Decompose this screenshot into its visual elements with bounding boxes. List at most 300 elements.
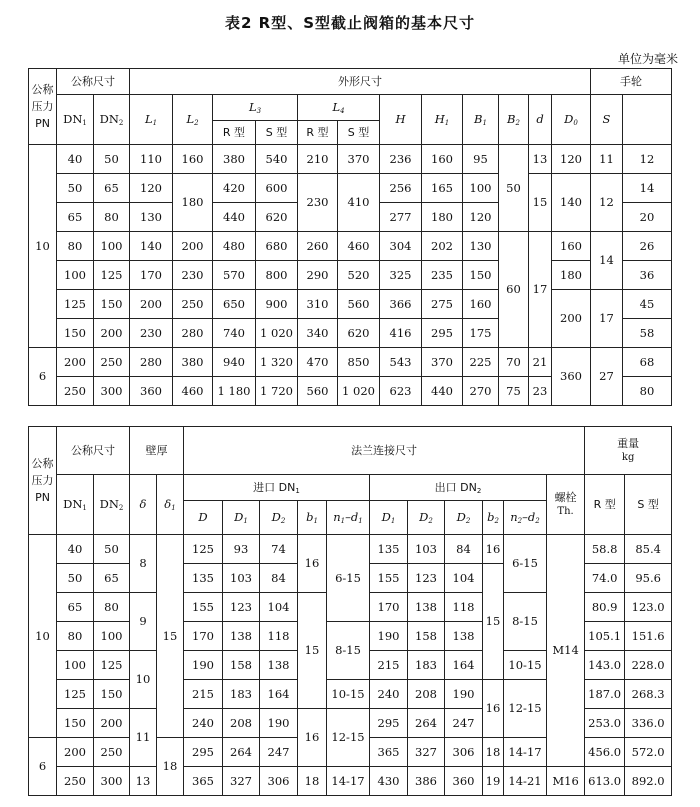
cell: 50 [499,145,529,232]
cell: 95 [463,145,499,174]
cell: 110 [130,145,173,174]
cell: 10 [130,651,157,709]
cell: 40 [57,535,94,564]
l2-header: $L_2$ [173,95,213,145]
cell: 460 [338,232,380,261]
cell: 12 [591,174,623,232]
cell: 560 [338,290,380,319]
cell: 470 [298,348,338,377]
cell: 268.3 [625,680,672,709]
weight-r-header: R 型 [585,475,625,535]
bolt-header: 螺栓 Th. [547,475,585,535]
cell: 170 [130,261,173,290]
cell: 100 [57,651,94,680]
table-row [29,348,672,377]
cell: 15 [483,564,504,680]
cell: 140 [552,174,591,232]
cell: 151.6 [625,622,672,651]
cell: 300 [94,377,130,406]
cell: 1 180 [213,377,256,406]
cell: 50 [94,145,130,174]
table-row [29,767,672,796]
l4-s-header: S 型 [338,121,380,145]
out-d1-header: $D_1$ [370,501,408,535]
cell: 310 [298,290,338,319]
cell: 340 [298,319,338,348]
cell: 15 [529,174,552,232]
cell: 125 [184,535,223,564]
cell: 50 [57,174,94,203]
table-row [29,290,672,319]
cell: 26 [623,232,672,261]
in-d-header: D [184,501,223,535]
handwheel-header: 手轮 [591,69,672,95]
cell: 230 [130,319,173,348]
cell: 135 [184,564,223,593]
d0-header: $D_0$ [552,95,591,145]
cell: 190 [445,680,483,709]
cell: 253.0 [585,709,625,738]
table-row [29,232,672,261]
cell: 250 [173,290,213,319]
cell: 240 [184,709,223,738]
out-d2-header: $D_2$ [408,501,445,535]
cell: M16 [547,767,585,796]
weight-header: 重量 kg [585,427,672,475]
cell: 120 [130,174,173,203]
cell: 140 [130,232,173,261]
cell: 125 [57,290,94,319]
l4-r-header: R 型 [298,121,338,145]
cell: 336.0 [625,709,672,738]
cell: 295 [184,738,223,767]
unit-label: 单位为毫米 [617,52,678,66]
cell: 45 [623,290,672,319]
cell: 365 [370,738,408,767]
cell: 14-17 [504,738,547,767]
cell: 100 [94,232,130,261]
cell: 13 [130,767,157,796]
cell: 50 [57,564,94,593]
cell: 125 [94,261,130,290]
cell: 200 [57,738,94,767]
cell: 277 [380,203,422,232]
pn-header: 公称压力PN [29,427,57,535]
cell: 327 [408,738,445,767]
cell: 613.0 [585,767,625,796]
cell: 290 [298,261,338,290]
cell: 680 [256,232,298,261]
cell: 104 [445,564,483,593]
cell: 230 [173,261,213,290]
cell: 158 [408,622,445,651]
cell: 68 [623,348,672,377]
cell: 11 [591,145,623,174]
nominal-size-header: 公称尺寸 [57,69,130,95]
cell: 360 [445,767,483,796]
cell: 264 [223,738,260,767]
cell: 247 [260,738,298,767]
cell: 540 [256,145,298,174]
cell: 187.0 [585,680,625,709]
cell: 12 [623,145,672,174]
h-header: H [380,95,422,145]
cell: 70 [499,348,529,377]
cell: 103 [223,564,260,593]
cell: 155 [370,564,408,593]
cell: 138 [445,622,483,651]
cell: 620 [338,319,380,348]
cell: 120 [463,203,499,232]
cell: 386 [408,767,445,796]
cell: 21 [529,348,552,377]
inlet-header: 进口 $DN_1$ [184,475,370,501]
cell: 105.1 [585,622,625,651]
cell: 410 [338,174,380,232]
cell: 1 020 [338,377,380,406]
delta-header: δ [130,475,157,535]
cell: 123 [408,564,445,593]
cell: 183 [223,680,260,709]
cell: 230 [298,174,338,232]
cell: 6-15 [327,535,370,622]
cell: 14-21 [504,767,547,796]
cell: 210 [298,145,338,174]
cell: 65 [57,593,94,622]
cell: 150 [94,680,130,709]
cell: 150 [57,709,94,738]
cell: 456.0 [585,738,625,767]
cell: 280 [173,319,213,348]
cell: 180 [552,261,591,290]
pn-cell: 6 [29,738,57,796]
cell: 123.0 [625,593,672,622]
d-header: d [529,95,552,145]
cell: 93 [223,535,260,564]
cell: 150 [94,290,130,319]
cell: 17 [529,232,552,348]
cell: 100 [57,261,94,290]
cell: 325 [380,261,422,290]
cell: 84 [445,535,483,564]
cell: 190 [260,709,298,738]
cell: 850 [338,348,380,377]
dn1-header: $DN_1$ [57,95,94,145]
cell: 160 [552,232,591,261]
cell: 18 [157,738,184,796]
cell: 416 [380,319,422,348]
cell: 14-17 [327,767,370,796]
cell: 65 [94,564,130,593]
cell: 240 [370,680,408,709]
outline-dimensions-table [28,68,672,406]
cell: 50 [94,535,130,564]
cell: 10-15 [327,680,370,709]
cell: 165 [422,174,463,203]
cell: 15 [298,593,327,709]
cell: 12-15 [327,709,370,767]
table-row [29,174,672,203]
cell: 18 [483,738,504,767]
cell: 250 [57,377,94,406]
cell: 800 [256,261,298,290]
cell: 20 [623,203,672,232]
cell: 85.4 [625,535,672,564]
cell: 14 [623,174,672,203]
cell: 570 [213,261,256,290]
cell: 36 [623,261,672,290]
cell: 380 [213,145,256,174]
cell: 160 [463,290,499,319]
dn1-header: $DN_1$ [57,475,94,535]
cell: 23 [529,377,552,406]
b2-header: $B_2$ [499,95,529,145]
cell: 440 [213,203,256,232]
cell: 155 [184,593,223,622]
cell: 300 [94,767,130,796]
pn-header: 公称压力PN [29,69,57,145]
cell: 275 [422,290,463,319]
cell: 420 [213,174,256,203]
cell: 10-15 [504,651,547,680]
cell: 370 [338,145,380,174]
cell: 236 [380,145,422,174]
cell: 370 [422,348,463,377]
cell: 74.0 [585,564,625,593]
cell: 58 [623,319,672,348]
cell: 247 [445,709,483,738]
cell: 17 [591,290,623,348]
cell: 80 [94,593,130,622]
cell: 1 320 [256,348,298,377]
cell: 900 [256,290,298,319]
cell: 160 [422,145,463,174]
cell: 14 [591,232,623,290]
cell: 200 [57,348,94,377]
cell: 8-15 [504,593,547,651]
wall-thickness-header: 壁厚 [130,427,184,475]
flange-header: 法兰连接尺寸 [184,427,585,475]
cell: 65 [94,174,130,203]
cell: 295 [370,709,408,738]
cell: 892.0 [625,767,672,796]
cell: 250 [57,767,94,796]
cell: 100 [463,174,499,203]
cell: 164 [260,680,298,709]
cell: 200 [130,290,173,319]
in-n-header: $n_1-d_1$ [327,501,370,535]
cell: 215 [370,651,408,680]
cell: 15 [157,535,184,738]
cell: 135 [370,535,408,564]
cell: 365 [184,767,223,796]
cell: 80.9 [585,593,625,622]
cell: 158 [223,651,260,680]
cell: 130 [463,232,499,261]
cell: 123 [223,593,260,622]
cell: 164 [445,651,483,680]
delta1-header: $\delta_1$ [157,475,184,535]
cell: 228.0 [625,651,672,680]
cell: 100 [94,622,130,651]
cell: 125 [57,680,94,709]
cell: 180 [422,203,463,232]
cell: 200 [173,232,213,261]
cell: 366 [380,290,422,319]
cell: 138 [223,622,260,651]
cell: 13 [529,145,552,174]
cell: 16 [483,535,504,564]
cell: 84 [260,564,298,593]
cell: 180 [173,174,213,232]
l3-s-header: S 型 [256,121,298,145]
cell: 118 [260,622,298,651]
cell: 295 [422,319,463,348]
cell: 260 [298,232,338,261]
cell: 560 [298,377,338,406]
cell: 103 [408,535,445,564]
in-d2-header: $D_2$ [260,501,298,535]
cell: 80 [57,622,94,651]
h1-header: $H_1$ [422,95,463,145]
cell: 1 020 [256,319,298,348]
cell: 256 [380,174,422,203]
cell: 306 [445,738,483,767]
cell: 600 [256,174,298,203]
cell: 27 [591,348,623,406]
cell: 225 [463,348,499,377]
cell: 183 [408,651,445,680]
cell: 170 [184,622,223,651]
cell: 215 [184,680,223,709]
cell: 440 [422,377,463,406]
cell: 6-15 [504,535,547,593]
cell: 143.0 [585,651,625,680]
cell: 250 [94,348,130,377]
cell: 327 [223,767,260,796]
pn-cell: 10 [29,145,57,348]
cell: 80 [623,377,672,406]
cell: 430 [370,767,408,796]
cell: 65 [57,203,94,232]
in-d1-header: $D_1$ [223,501,260,535]
l4-header: $L_4$ [298,95,380,121]
b1-header: $B_1$ [463,95,499,145]
pn-cell: 10 [29,535,57,738]
pn-cell: 6 [29,348,57,406]
cell: 200 [94,709,130,738]
cell: 623 [380,377,422,406]
in-b1-header: $b_1$ [298,501,327,535]
out-n-header: $n_2-d_2$ [504,501,547,535]
cell: 118 [445,593,483,622]
cell: 104 [260,593,298,622]
table-row [29,261,672,290]
cell: 250 [94,738,130,767]
cell: 75 [499,377,529,406]
cell: 74 [260,535,298,564]
cell: M14 [547,535,585,767]
cell: 150 [57,319,94,348]
cell: 360 [130,377,173,406]
cell: 940 [213,348,256,377]
cell: 572.0 [625,738,672,767]
cell: 16 [298,535,327,593]
cell: 650 [213,290,256,319]
cell: 543 [380,348,422,377]
cell: 19 [483,767,504,796]
cell: 80 [57,232,94,261]
cell: 138 [260,651,298,680]
cell: 18 [298,767,327,796]
out-d3-header: $D_2$ [445,501,483,535]
l1-header: $L_1$ [130,95,173,145]
outline-size-header: 外形尺寸 [130,69,591,95]
cell: 235 [422,261,463,290]
cell: 11 [130,709,157,767]
cell: 620 [256,203,298,232]
out-b2-header: $b_2$ [483,501,504,535]
s-header: S [591,95,623,145]
cell: 200 [94,319,130,348]
flange-dimensions-table [28,426,672,796]
table-row [29,145,672,174]
cell: 380 [173,348,213,377]
cell: 270 [463,377,499,406]
cell: 202 [422,232,463,261]
cell: 80 [94,203,130,232]
cell: 306 [260,767,298,796]
cell: 16 [483,680,504,738]
table-title: 表2 R型、S型截止阀箱的基本尺寸 [224,14,475,32]
cell: 95.6 [625,564,672,593]
cell: 1 720 [256,377,298,406]
cell: 58.8 [585,535,625,564]
weight-s-header: S 型 [625,475,672,535]
outlet-header: 出口 $DN_2$ [370,475,547,501]
cell: 208 [223,709,260,738]
cell: 208 [408,680,445,709]
dn2-header: $DN_2$ [94,475,130,535]
cell: 125 [94,651,130,680]
cell: 280 [130,348,173,377]
nominal-size-header: 公称尺寸 [57,427,130,475]
cell: 520 [338,261,380,290]
cell: 170 [370,593,408,622]
cell: 460 [173,377,213,406]
cell: 480 [213,232,256,261]
cell: 16 [298,709,327,767]
cell: 360 [552,348,591,406]
cell: 190 [184,651,223,680]
cell: 150 [463,261,499,290]
cell: 175 [463,319,499,348]
dn2-header: $DN_2$ [94,95,130,145]
l3-r-header: R 型 [213,121,256,145]
cell: 740 [213,319,256,348]
cell: 40 [57,145,94,174]
cell: 12-15 [504,680,547,738]
cell: 120 [552,145,591,174]
cell: 264 [408,709,445,738]
l3-header: $L_3$ [213,95,298,121]
cell: 304 [380,232,422,261]
cell: 9 [130,593,157,651]
table-row [29,535,672,564]
cell: 8 [130,535,157,593]
cell: 190 [370,622,408,651]
cell: 130 [130,203,173,232]
